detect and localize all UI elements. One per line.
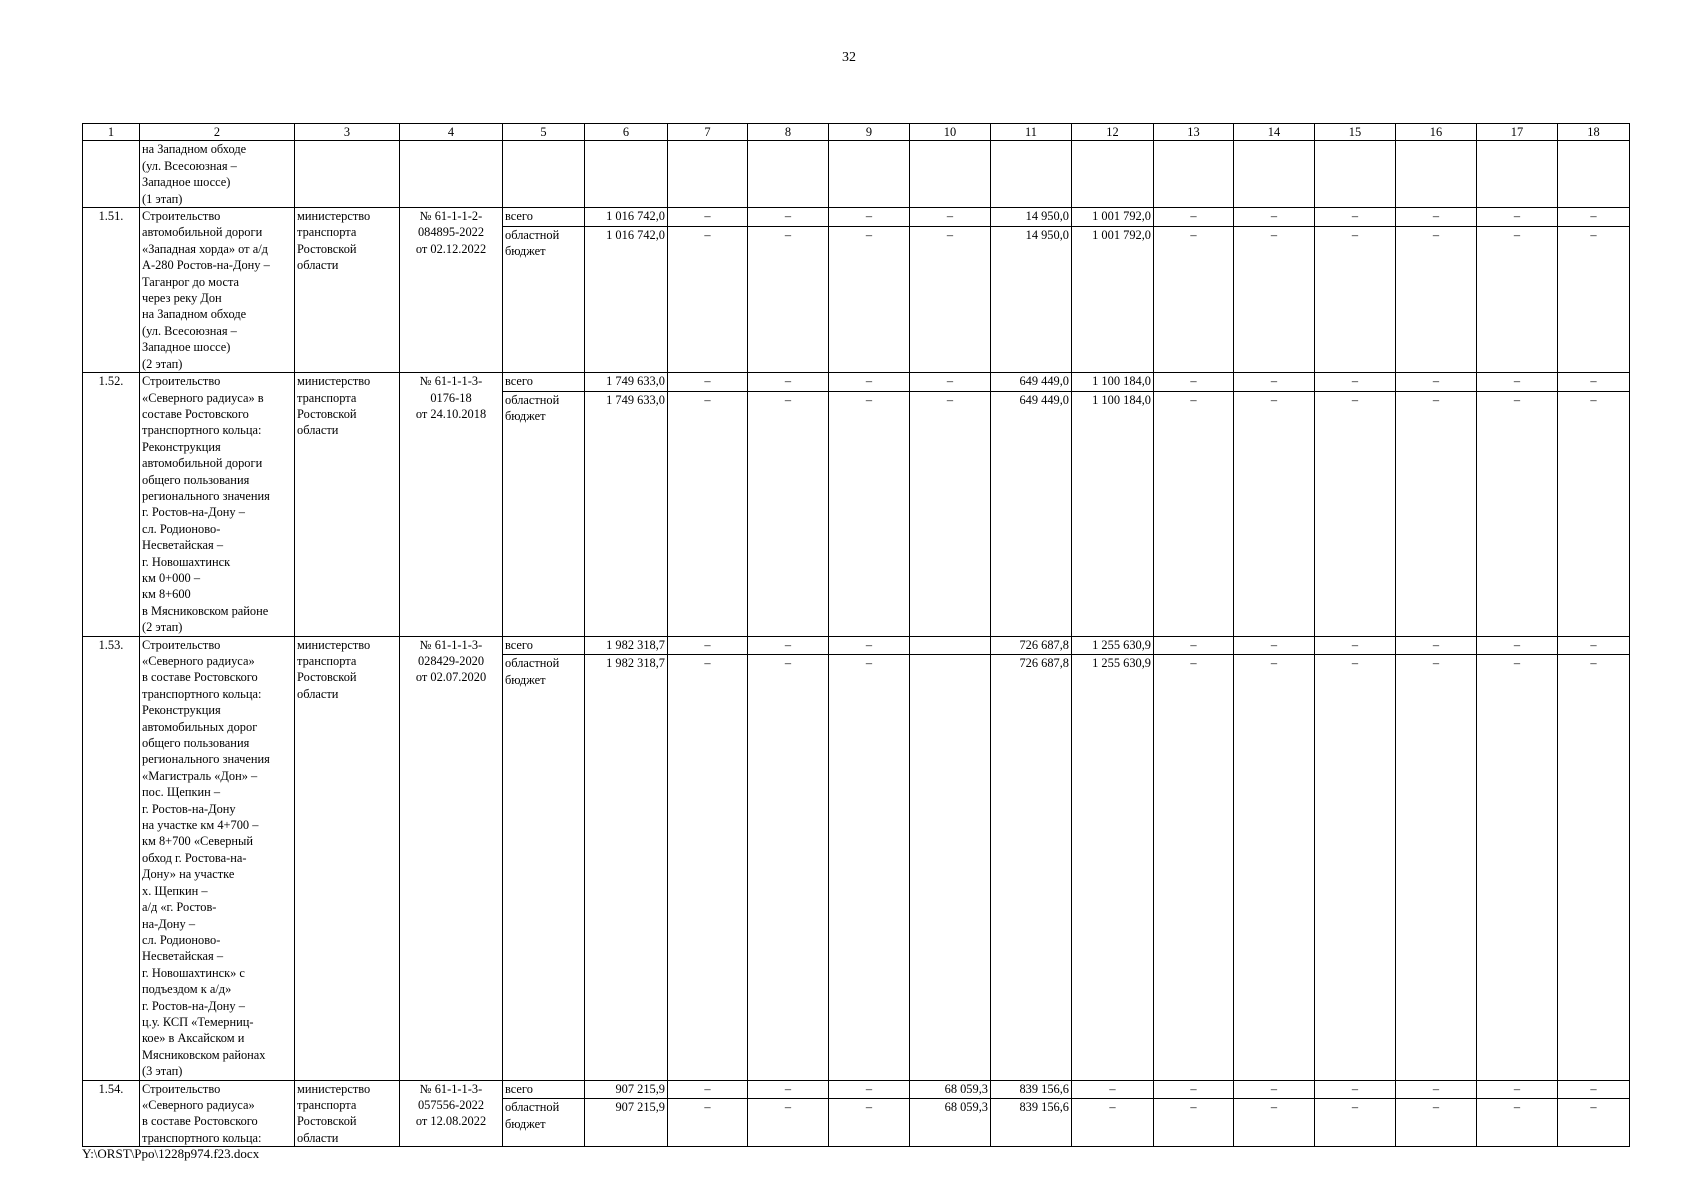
value-cell: – bbox=[1558, 655, 1630, 1080]
value-cell: – bbox=[748, 391, 829, 636]
value-cell: – bbox=[829, 1099, 910, 1147]
value-cell: – bbox=[1154, 227, 1234, 373]
column-number-cell: 9 bbox=[829, 124, 910, 141]
column-number-cell: 2 bbox=[140, 124, 295, 141]
value-cell: 1 749 633,0 bbox=[585, 373, 668, 392]
value-cell: 1 749 633,0 bbox=[585, 391, 668, 636]
document-cell: № 61-1-1-3- 057556-2022 от 12.08.2022 bbox=[400, 1080, 503, 1147]
value-cell: – bbox=[1154, 636, 1234, 655]
continuation-row bbox=[83, 141, 1630, 208]
column-number-cell: 16 bbox=[1396, 124, 1477, 141]
row-number-cell: 1.53. bbox=[83, 636, 140, 1080]
value-cell: – bbox=[1315, 1099, 1396, 1147]
value-cell: – bbox=[829, 208, 910, 227]
column-number-cell: 11 bbox=[991, 124, 1072, 141]
value-cell: – bbox=[1396, 1080, 1477, 1099]
value-cell: 726 687,8 bbox=[991, 655, 1072, 1080]
value-cell: 1 100 184,0 bbox=[1072, 391, 1154, 636]
project-name-cell: Строительство «Северного радиуса» в составе Ростовского транспортного кольца: bbox=[140, 1080, 295, 1147]
value-cell: – bbox=[1396, 208, 1477, 227]
value-cell: – bbox=[1477, 1080, 1558, 1099]
column-number-cell: 6 bbox=[585, 124, 668, 141]
value-cell: – bbox=[829, 373, 910, 392]
value-cell: – bbox=[1396, 636, 1477, 655]
value-cell: – bbox=[1477, 227, 1558, 373]
column-number-cell: 1 bbox=[83, 124, 140, 141]
value-cell: 1 001 792,0 bbox=[1072, 227, 1154, 373]
value-cell: – bbox=[1315, 391, 1396, 636]
value-cell: – bbox=[829, 655, 910, 1080]
value-cell: – bbox=[1396, 1099, 1477, 1147]
value-cell: – bbox=[1072, 1099, 1154, 1147]
value-cell: – bbox=[748, 1080, 829, 1099]
value-cell: – bbox=[668, 373, 748, 392]
value-cell: – bbox=[748, 1099, 829, 1147]
value-cell: – bbox=[910, 227, 991, 373]
column-number-cell: 17 bbox=[1477, 124, 1558, 141]
empty-cell bbox=[829, 141, 910, 208]
empty-cell bbox=[1477, 141, 1558, 208]
value-cell: – bbox=[668, 391, 748, 636]
funding-source-cell: всего bbox=[503, 636, 585, 655]
value-cell: – bbox=[1315, 373, 1396, 392]
empty-cell bbox=[991, 141, 1072, 208]
empty-cell bbox=[1072, 141, 1154, 208]
column-number-cell: 8 bbox=[748, 124, 829, 141]
column-number-cell: 4 bbox=[400, 124, 503, 141]
empty-cell bbox=[1396, 141, 1477, 208]
value-cell: – bbox=[1396, 391, 1477, 636]
project-name-cell: Строительство «Северного радиуса» в составе Ростовского транспортного кольца: Реконструкция автомобильных дорог общего пользования регионального значения «Магистраль «Дон» – пос. Щепкин – г. Ростов-на-Дону на участке км 4+700 – км 8+700 «Северный обход г. Ростова-на- Дону» на участке х. Щепкин – а/д «г. Ростов- на-Дону – сл. Родионово- Несветайская – г. Новошахтинск» с подъездом к а/д» г. Ростов-на-Дону – ц.у. КСП «Темерниц- кое» в Аксайском и Мясниковском районах (3 этап) bbox=[140, 636, 295, 1080]
funding-source-cell: областной бюджет bbox=[503, 227, 585, 373]
value-cell: – bbox=[910, 391, 991, 636]
project-name-cell: на Западном обходе (ул. Всесоюзная – Западное шоссе) (1 этап) bbox=[140, 141, 295, 208]
funding-source-cell: всего bbox=[503, 1080, 585, 1099]
document-cell: № 61-1-1-3- 028429-2020 от 02.07.2020 bbox=[400, 636, 503, 1080]
value-cell: – bbox=[668, 1080, 748, 1099]
column-number-cell: 5 bbox=[503, 124, 585, 141]
value-cell: – bbox=[1315, 655, 1396, 1080]
value-cell: – bbox=[1558, 1099, 1630, 1147]
value-cell: – bbox=[1558, 208, 1630, 227]
value-cell: – bbox=[748, 208, 829, 227]
funding-source-cell: областной бюджет bbox=[503, 655, 585, 1080]
value-cell: – bbox=[1154, 391, 1234, 636]
empty-cell bbox=[503, 141, 585, 208]
value-cell: 1 001 792,0 bbox=[1072, 208, 1154, 227]
value-cell: – bbox=[668, 1099, 748, 1147]
column-number-cell: 12 bbox=[1072, 124, 1154, 141]
value-cell: – bbox=[1558, 636, 1630, 655]
value-cell: – bbox=[1558, 227, 1630, 373]
value-cell bbox=[910, 636, 991, 655]
organization-cell: министерство транспорта Ростовской области bbox=[295, 1080, 400, 1147]
empty-cell bbox=[748, 141, 829, 208]
value-cell: – bbox=[1234, 208, 1315, 227]
table-row-total bbox=[83, 208, 1630, 227]
value-cell: – bbox=[910, 208, 991, 227]
value-cell: 907 215,9 bbox=[585, 1080, 668, 1099]
empty-cell bbox=[1234, 141, 1315, 208]
value-cell: – bbox=[910, 373, 991, 392]
value-cell: – bbox=[1315, 208, 1396, 227]
value-cell: – bbox=[1234, 373, 1315, 392]
value-cell bbox=[910, 655, 991, 1080]
empty-cell bbox=[910, 141, 991, 208]
project-name-cell: Строительство «Северного радиуса» в составе Ростовского транспортного кольца: Реконструкция автомобильной дороги общего пользования регионального значения г. Ростов-на-Дону – сл. Родионово- Несветайская – г. Новошахтинск км 0+000 – км 8+600 в Мясниковском районе (2 этап) bbox=[140, 373, 295, 637]
value-cell: 68 059,3 bbox=[910, 1099, 991, 1147]
row-number-cell: 1.51. bbox=[83, 208, 140, 373]
empty-cell bbox=[668, 141, 748, 208]
value-cell: – bbox=[1477, 391, 1558, 636]
value-cell: – bbox=[1234, 391, 1315, 636]
value-cell: 649 449,0 bbox=[991, 391, 1072, 636]
value-cell: 14 950,0 bbox=[991, 227, 1072, 373]
file-path-footer: Y:\ORST\Ppo\1228p974.f23.docx bbox=[82, 1146, 260, 1161]
row-number-cell: 1.54. bbox=[83, 1080, 140, 1147]
value-cell: – bbox=[1154, 208, 1234, 227]
value-cell: – bbox=[829, 227, 910, 373]
value-cell: 68 059,3 bbox=[910, 1080, 991, 1099]
organization-cell: министерство транспорта Ростовской области bbox=[295, 208, 400, 373]
project-name-cell: Строительство автомобильной дороги «Западная хорда» от а/д А-280 Ростов-на-Дону – Таганрог до моста через реку Дон на Западном обходе (ул. Всесоюзная – Западное шоссе) (2 этап) bbox=[140, 208, 295, 373]
value-cell: – bbox=[668, 636, 748, 655]
value-cell: 1 255 630,9 bbox=[1072, 636, 1154, 655]
value-cell: – bbox=[1154, 655, 1234, 1080]
value-cell: 839 156,6 bbox=[991, 1099, 1072, 1147]
column-number-cell: 3 bbox=[295, 124, 400, 141]
column-number-row bbox=[83, 124, 1630, 141]
value-cell: – bbox=[1558, 391, 1630, 636]
column-number-cell: 15 bbox=[1315, 124, 1396, 141]
value-cell: 1 016 742,0 bbox=[585, 208, 668, 227]
table-row-total bbox=[83, 1080, 1630, 1099]
funding-source-cell: всего bbox=[503, 373, 585, 392]
organization-cell: министерство транспорта Ростовской области bbox=[295, 373, 400, 637]
value-cell: – bbox=[1315, 636, 1396, 655]
value-cell: – bbox=[1396, 655, 1477, 1080]
value-cell: – bbox=[668, 208, 748, 227]
empty-cell bbox=[400, 141, 503, 208]
value-cell: 839 156,6 bbox=[991, 1080, 1072, 1099]
column-number-cell: 14 bbox=[1234, 124, 1315, 141]
value-cell: – bbox=[1234, 655, 1315, 1080]
value-cell: – bbox=[748, 655, 829, 1080]
value-cell: – bbox=[829, 391, 910, 636]
table-row-total bbox=[83, 636, 1630, 655]
value-cell: – bbox=[1072, 1080, 1154, 1099]
value-cell: 726 687,8 bbox=[991, 636, 1072, 655]
table-row-total bbox=[83, 373, 1630, 392]
value-cell: – bbox=[1234, 1080, 1315, 1099]
value-cell: – bbox=[829, 636, 910, 655]
empty-cell bbox=[1154, 141, 1234, 208]
value-cell: 1 100 184,0 bbox=[1072, 373, 1154, 392]
value-cell: – bbox=[1396, 227, 1477, 373]
value-cell: – bbox=[1558, 1080, 1630, 1099]
row-number-cell: 1.52. bbox=[83, 373, 140, 637]
value-cell: – bbox=[1477, 373, 1558, 392]
value-cell: 907 215,9 bbox=[585, 1099, 668, 1147]
value-cell: – bbox=[1315, 227, 1396, 373]
value-cell: 649 449,0 bbox=[991, 373, 1072, 392]
value-cell: – bbox=[1477, 1099, 1558, 1147]
value-cell: – bbox=[1477, 636, 1558, 655]
value-cell: – bbox=[1234, 636, 1315, 655]
funding-source-cell: всего bbox=[503, 208, 585, 227]
value-cell: – bbox=[748, 227, 829, 373]
value-cell: – bbox=[748, 373, 829, 392]
funding-source-cell: областной бюджет bbox=[503, 391, 585, 636]
column-number-cell: 7 bbox=[668, 124, 748, 141]
value-cell: – bbox=[668, 655, 748, 1080]
value-cell: – bbox=[1396, 373, 1477, 392]
value-cell: – bbox=[1558, 373, 1630, 392]
value-cell: – bbox=[1154, 1080, 1234, 1099]
value-cell: – bbox=[668, 227, 748, 373]
empty-cell bbox=[1558, 141, 1630, 208]
budget-table bbox=[82, 123, 1630, 1147]
organization-cell: министерство транспорта Ростовской области bbox=[295, 636, 400, 1080]
empty-cell bbox=[1315, 141, 1396, 208]
funding-source-cell: областной бюджет bbox=[503, 1099, 585, 1147]
empty-cell bbox=[295, 141, 400, 208]
value-cell: – bbox=[1154, 1099, 1234, 1147]
value-cell: – bbox=[1234, 1099, 1315, 1147]
value-cell: – bbox=[1477, 655, 1558, 1080]
column-number-cell: 10 bbox=[910, 124, 991, 141]
value-cell: 1 016 742,0 bbox=[585, 227, 668, 373]
value-cell: – bbox=[829, 1080, 910, 1099]
column-number-cell: 13 bbox=[1154, 124, 1234, 141]
empty-cell bbox=[585, 141, 668, 208]
document-cell: № 61-1-1-3- 0176-18 от 24.10.2018 bbox=[400, 373, 503, 637]
value-cell: 1 982 318,7 bbox=[585, 636, 668, 655]
value-cell: – bbox=[1315, 1080, 1396, 1099]
value-cell: – bbox=[1234, 227, 1315, 373]
page-number: 32 bbox=[842, 50, 856, 65]
value-cell: – bbox=[748, 636, 829, 655]
empty-cell bbox=[83, 141, 140, 208]
value-cell: 1 982 318,7 bbox=[585, 655, 668, 1080]
document-cell: № 61-1-1-2- 084895-2022 от 02.12.2022 bbox=[400, 208, 503, 373]
value-cell: 1 255 630,9 bbox=[1072, 655, 1154, 1080]
column-number-cell: 18 bbox=[1558, 124, 1630, 141]
value-cell: – bbox=[1477, 208, 1558, 227]
value-cell: – bbox=[1154, 373, 1234, 392]
value-cell: 14 950,0 bbox=[991, 208, 1072, 227]
